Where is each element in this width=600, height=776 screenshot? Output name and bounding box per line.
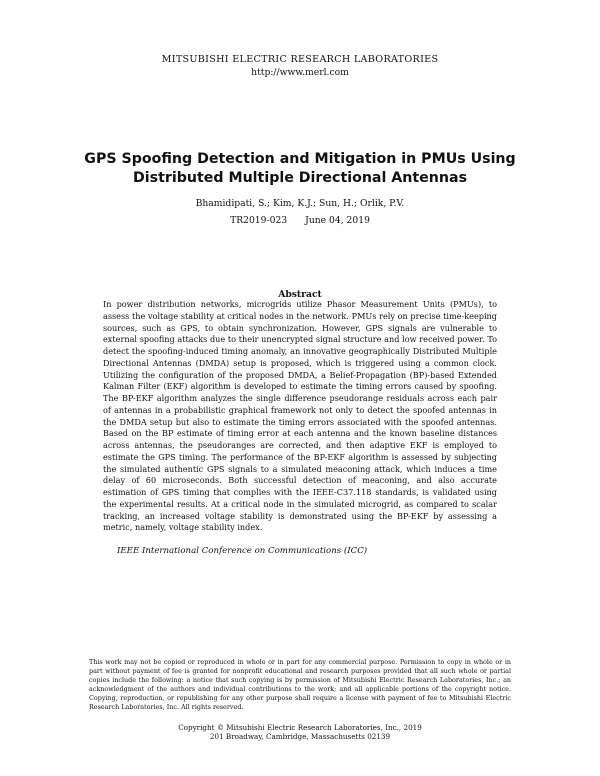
paper-authors: Bhamidipati, S.; Kim, K.J.; Sun, H.; Orlik, P.V. — [195, 198, 405, 209]
lab-address: 201 Broadway, Cambridge, Massachusetts 02139 — [209, 732, 391, 742]
lab-name: MITSUBISHI ELECTRIC RESEARCH LABORATORIES — [161, 54, 439, 65]
report-number: TR2019-023 — [230, 215, 288, 226]
copyright-notice: This work may not be copied or reproduced in whole or in part for any commercial purpose. Permission to copy in whole or in part without payment of fee is granted for nonprofit educational and research purposes provided that all such whole or partial copies include the following: a notice that such copying is by permission of Mitsubishi Electric Research Laboratories, Inc.; an acknowledgment of the authors and individual contributions to the work; and all applicable portions of the copyright notice. Copying, reproduction, or republishing for any other purpose shall require a license with payment of fee to Mitsubishi Electric Research Laboratories, Inc. All rights reserved. — [89, 658, 511, 712]
abstract-heading: Abstract — [278, 289, 322, 300]
lab-url-link[interactable]: http://www.merl.com — [251, 67, 349, 78]
report-info — [0, 215, 600, 226]
paper-title: GPS Spoofing Detection and Mitigation in PMUs Using Distributed Multiple Directional Antennas — [84, 151, 516, 186]
report-date: June 04, 2019 — [305, 215, 370, 226]
copyright-block — [0, 723, 600, 742]
publication-venue: IEEE International Conference on Communications (ICC) — [117, 546, 368, 556]
copyright-line: Copyright © Mitsubishi Electric Research Laboratories, Inc., 2019 — [178, 723, 422, 732]
abstract-text: In power distribution networks, microgrids utilize Phasor Measurement Units (PMUs), to assess the voltage stability at critical nodes in the network. PMUs rely on precise time-keeping sources, such as GPS, to obtain synchronization. However, GPS signals are vulnerable to external spoofing attacks due to their unencrypted signal structure and low received power. To detect the spoofing-induced timing anomaly, an innovative geographically Distributed Multiple Directional Antennas (DMDA) setup is proposed, which is triggered using a common clock. Utilizing the configuration of the proposed DMDA, a Belief-Propagation (BP)-based Extended Kalman Filter (EKF) algorithm is developed to estimate the timing errors caused by spoofing. The BP-EKF algorithm analyzes the single difference pseudorange residuals across each pair of antennas in a probabilistic graphical framework not only to detect the spoofed antennas in the DMDA setup but also to estimate the timing errors associated with the spoofed antennas. Based on the BP estimate of timing error at each antenna and the known baseline distances across antennas, the pseudoranges are corrected, and then adaptive EKF is employed to estimate the GPS timing. The performance of the BP-EKF algorithm is assessed by subjecting the simulated authentic GPS signals to a simulated meaconing attack, which induces a time delay of 60 microseconds. Both successful detection of meaconing, and also accurate estimation of GPS timing that complies with the IEEE-C37.118 standards, is validated using the experimental results. At a critical node in the simulated microgrid, as compared to scalar tracking, an increased voltage stability is demonstrated using the BP-EKF by assessing a metric, namely, voltage stability index. — [103, 299, 497, 533]
